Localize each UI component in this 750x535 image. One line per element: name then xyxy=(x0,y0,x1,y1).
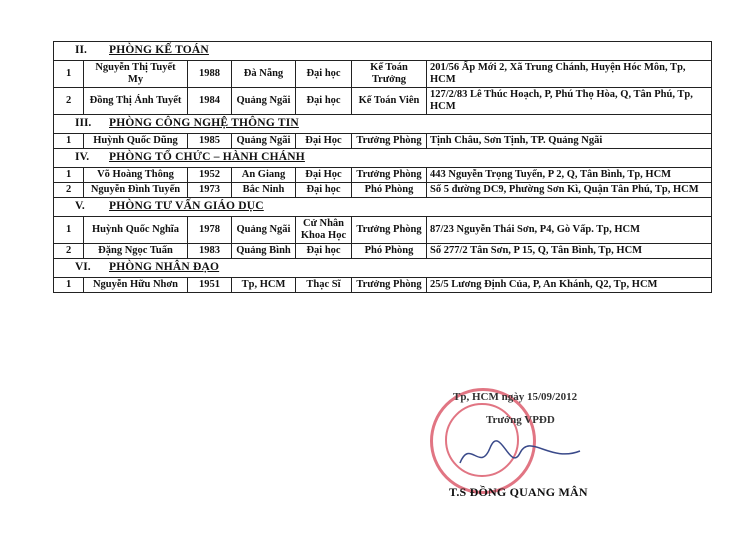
cell-name: Đặng Ngọc Tuấn xyxy=(84,244,188,259)
cell-edu: Cử Nhân Khoa Học xyxy=(296,217,352,244)
cell-year: 1978 xyxy=(188,217,232,244)
cell-stt: 1 xyxy=(54,168,84,183)
cell-name: Nguyễn Thị Tuyết My xyxy=(84,61,188,88)
cell-year: 1984 xyxy=(188,88,232,115)
cell-stt: 2 xyxy=(54,183,84,198)
section-header xyxy=(54,42,712,61)
cell-place: Tp, HCM xyxy=(232,278,296,293)
cell-address: Số 277/2 Tân Sơn, P 15, Q, Tân Bình, Tp, HCM xyxy=(427,244,712,259)
cell-place: Quảng Ngãi xyxy=(232,134,296,149)
signer-title: Trưởng VPĐD xyxy=(486,414,555,426)
cell-edu: Đại học xyxy=(296,183,352,198)
cell-edu: Đại học xyxy=(296,244,352,259)
cell-stt: 1 xyxy=(54,278,84,293)
section-number: III. xyxy=(75,117,92,129)
cell-stt: 1 xyxy=(54,61,84,88)
signer-name: T.S ĐỒNG QUANG MÂN xyxy=(449,485,588,499)
section-title: PHÒNG KẾ TOÁN xyxy=(109,44,209,56)
cell-address: 25/5 Lương Định Của, P, An Khánh, Q2, Tp, HCM xyxy=(427,278,712,293)
cell-name: Nguyễn Đình Tuyến xyxy=(84,183,188,198)
staff-table xyxy=(53,41,712,293)
cell-edu: Đại học xyxy=(296,61,352,88)
section-header xyxy=(54,149,712,168)
table-row xyxy=(54,88,712,115)
section-number: II. xyxy=(75,44,87,56)
section-title: PHÒNG NHÂN ĐẠO xyxy=(109,261,220,273)
cell-year: 1952 xyxy=(188,168,232,183)
cell-name: Huỳnh Quốc Nghĩa xyxy=(84,217,188,244)
section-header xyxy=(54,198,712,217)
cell-edu: Đại Học xyxy=(296,168,352,183)
cell-address: 443 Nguyễn Trọng Tuyển, P 2, Q, Tân Bình, Tp, HCM xyxy=(427,168,712,183)
section-header xyxy=(54,115,712,134)
table-row xyxy=(54,168,712,183)
cell-place: Quảng Ngãi xyxy=(232,88,296,115)
cell-place: Đà Nẵng xyxy=(232,61,296,88)
section-title: PHÒNG CÔNG NGHỆ THÔNG TIN xyxy=(109,117,299,129)
cell-year: 1973 xyxy=(188,183,232,198)
table-row xyxy=(54,278,712,293)
section-number: V. xyxy=(75,200,85,212)
cell-position: Trưởng Phòng xyxy=(352,278,427,293)
section-number: IV. xyxy=(75,151,90,163)
cell-address: 201/56 Ấp Mới 2, Xã Trung Chánh, Huyện Hóc Môn, Tp, HCM xyxy=(427,61,712,88)
cell-year: 1988 xyxy=(188,61,232,88)
cell-position: Trưởng Phòng xyxy=(352,168,427,183)
cell-year: 1983 xyxy=(188,244,232,259)
cell-year: 1985 xyxy=(188,134,232,149)
cell-address: Tịnh Châu, Sơn Tịnh, TP. Quảng Ngãi xyxy=(427,134,712,149)
cell-stt: 1 xyxy=(54,217,84,244)
cell-name: Đồng Thị Ánh Tuyết xyxy=(84,88,188,115)
cell-position: Trưởng Phòng xyxy=(352,134,427,149)
cell-place: An Giang xyxy=(232,168,296,183)
signature xyxy=(450,433,590,483)
cell-address: 127/2/83 Lê Thúc Hoạch, P, Phú Thọ Hòa, Q, Tân Phú, Tp, HCM xyxy=(427,88,712,115)
cell-stt: 2 xyxy=(54,244,84,259)
table-row xyxy=(54,61,712,88)
cell-year: 1951 xyxy=(188,278,232,293)
section-title: PHÒNG TƯ VẤN GIÁO DỤC xyxy=(109,200,264,212)
signing-date: Tp, HCM ngày 15/09/2012 xyxy=(453,391,578,403)
cell-place: Quảng Bình xyxy=(232,244,296,259)
section-title: PHÒNG TỔ CHỨC – HÀNH CHÁNH xyxy=(109,151,305,163)
table-row xyxy=(54,244,712,259)
table-row xyxy=(54,217,712,244)
cell-address: 87/23 Nguyễn Thái Sơn, P4, Gò Vấp. Tp, HCM xyxy=(427,217,712,244)
cell-address: Số 5 đường DC9, Phường Sơn Kì, Quận Tân Phú, Tp, HCM xyxy=(427,183,712,198)
cell-position: Phó Phòng xyxy=(352,244,427,259)
table-row xyxy=(54,134,712,149)
cell-place: Quảng Ngãi xyxy=(232,217,296,244)
cell-edu: Thạc Sĩ xyxy=(296,278,352,293)
cell-position: Phó Phòng xyxy=(352,183,427,198)
section-number: VI. xyxy=(75,261,91,273)
section-header xyxy=(54,259,712,278)
cell-position: Kế Toán Trưởng xyxy=(352,61,427,88)
cell-position: Trưởng Phòng xyxy=(352,217,427,244)
cell-edu: Đại Học xyxy=(296,134,352,149)
cell-edu: Đại học xyxy=(296,88,352,115)
cell-name: Huỳnh Quốc Dũng xyxy=(84,134,188,149)
cell-name: Võ Hoàng Thông xyxy=(84,168,188,183)
table-row xyxy=(54,183,712,198)
cell-stt: 1 xyxy=(54,134,84,149)
cell-place: Bắc Ninh xyxy=(232,183,296,198)
cell-name: Nguyễn Hữu Nhơn xyxy=(84,278,188,293)
cell-position: Kế Toán Viên xyxy=(352,88,427,115)
cell-stt: 2 xyxy=(54,88,84,115)
